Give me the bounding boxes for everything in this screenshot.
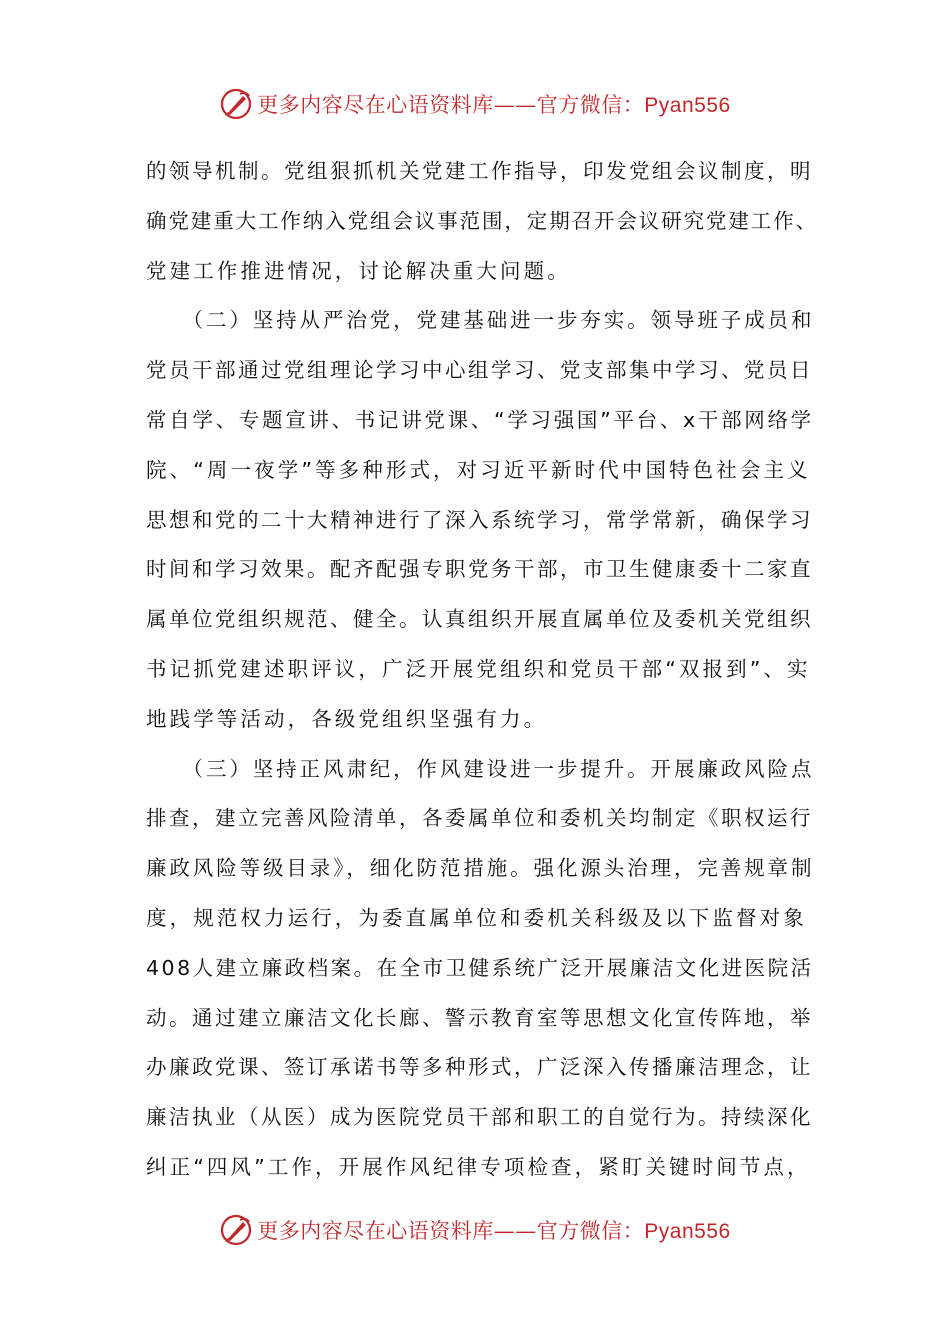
text-line: 廉政风险等级目录》，细化防范措施。强化源头治理，完善规章制 xyxy=(146,856,815,881)
text-line: 属单位党组织规范、健全。认真组织开展直属单位及委机关党组织 xyxy=(146,607,813,632)
text-line: 时间和学习效果。配齐配强专职党务干部，市卫生健康委十二家直 xyxy=(146,557,813,582)
text-line: 排查，建立完善风险清单，各委属单位和委机关均制定《职权运行 xyxy=(146,806,813,831)
footer-wechat-id: Pyan556 xyxy=(644,1220,731,1243)
header-wechat-id: Pyan556 xyxy=(644,94,731,117)
text-line: 确党建重大工作纳入党组会议事范围，定期召开会议研究党建工作、 xyxy=(146,208,818,233)
text-line: 地践学等活动，各级党组织坚强有力。 xyxy=(146,706,548,731)
text-line: 度，规范权力运行，为委直属单位和委机关科级及以下监督对象 xyxy=(146,905,807,930)
text-line: 纠正“四风”工作，开展作风纪律专项检查，紧盯关键时间节点， xyxy=(146,1154,811,1179)
text-line: 动。通过建立廉洁文化长廊、警示教育室等思想文化宣传阵地，举 xyxy=(146,1005,813,1030)
text-line: 书记抓党建述职评议，广泛开展党组织和党员干部“双报到”、实 xyxy=(146,656,811,681)
text-line: 办廉政党课、签订承诺书等多种形式，广泛深入传播廉洁理念，让 xyxy=(146,1055,813,1080)
text-line: （二）坚持从严治党，党建基础进一步夯实。领导班子成员和 xyxy=(146,308,815,333)
text-line: 的领导机制。党组狠抓机关党建工作指导，印发党组会议制度，明 xyxy=(146,159,813,183)
header-banner-text: 更多内容尽在心语资料库——官方微信：Pyan556 xyxy=(257,93,731,117)
text-line: （三）坚持正风肃纪，作风建设进一步提升。开展廉政风险点 xyxy=(146,756,815,781)
footer-banner-text: 更多内容尽在心语资料库——官方微信：Pyan556 xyxy=(257,1219,731,1243)
text-line: 廉洁执业（从医）成为医院党员干部和职工的自觉行为。持续深化 xyxy=(146,1105,813,1130)
text-line: 思想和党的二十大精神进行了深入系统学习，常学常新，确保学习 xyxy=(146,507,813,532)
document-body xyxy=(146,147,818,1193)
header-banner xyxy=(0,84,950,124)
text-line: 党员干部通过党组理论学习中心组学习、党支部集中学习、党员日 xyxy=(146,358,813,383)
pen-nib-logo-icon xyxy=(219,87,253,121)
text-line: 党建工作推进情况，讨论解决重大问题。 xyxy=(146,258,571,283)
pen-nib-logo-icon xyxy=(219,1213,253,1247)
footer-banner xyxy=(0,1210,950,1250)
text-line: 408人建立廉政档案。在全市卫健系统广泛开展廉洁文化进医院活 xyxy=(146,955,814,980)
text-line: 院、“周一夜学”等多种形式，对习近平新时代中国特色社会主义 xyxy=(146,457,811,482)
text-line: 常自学、专题宣讲、书记讲党课、“学习强国”平台、x干部网络学 xyxy=(146,407,814,432)
